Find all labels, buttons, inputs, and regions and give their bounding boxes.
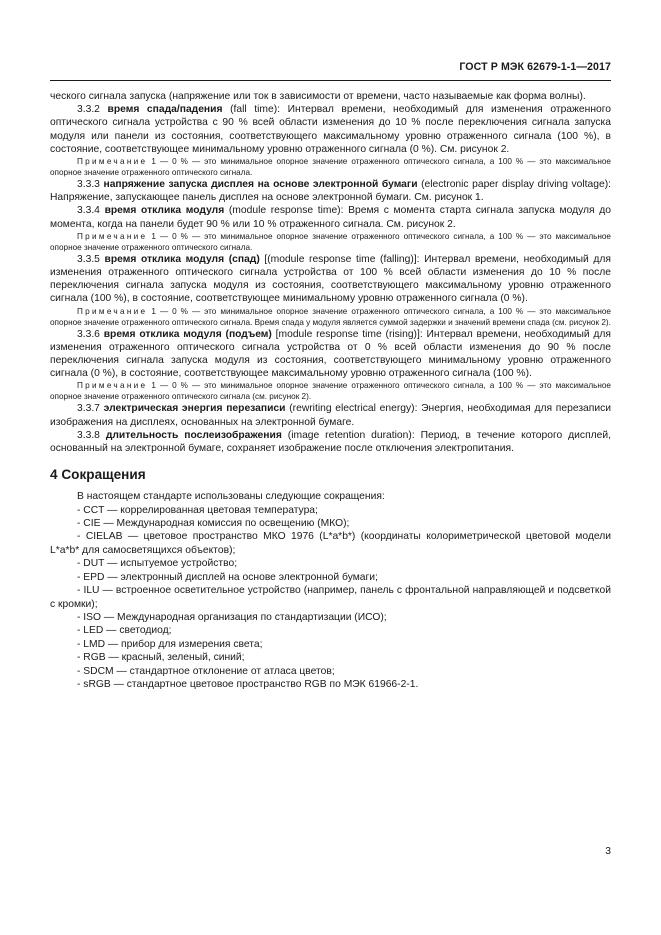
abbreviations-intro: В настоящем стандарте использованы следующие сокращения: bbox=[77, 491, 385, 503]
note-label: Примечание bbox=[77, 231, 148, 241]
note-label: Примечание bbox=[77, 381, 148, 391]
clause-number: 3.3.2 bbox=[77, 104, 100, 116]
abbreviation-item: - RGB — красный, зеленый, синий; bbox=[77, 652, 245, 664]
note-text: 1 — 0 % — это минимальное опорное значение отраженного оптического сигнала, а 100 % — это максимальное опорное значение отраженного оптического сигнала. bbox=[50, 157, 611, 178]
note-text: 1 — 0 % — это минимальное опорное значение отраженного оптического сигнала, а 100 % — это максимальное опорное значение отраженного оптического сигнала. Время спада у модуля является суммой задержки и значений времени спада (см. рисунок 2). bbox=[50, 306, 611, 327]
term: время спада/падения bbox=[107, 104, 223, 116]
note-label: Примечание bbox=[77, 306, 148, 316]
term: напряжение запуска дисплея на основе электронной бумаги bbox=[103, 179, 418, 191]
page-number: 3 bbox=[605, 846, 611, 857]
note-label: Примечание bbox=[77, 157, 148, 167]
clause-number: 3.3.4 bbox=[77, 205, 100, 217]
clause-number: 3.3.7 bbox=[77, 403, 100, 415]
definition-3-3-5 bbox=[50, 253, 611, 306]
abbreviation-item: - EPD — электронный дисплей на основе электронной бумаги; bbox=[77, 571, 378, 583]
page-content bbox=[50, 90, 611, 691]
paragraph-continuation: ческого сигнала запуска (напряжение или ток в зависимости от времени, часто называемые как форма волны). bbox=[50, 91, 586, 102]
definition-text: (image retention duration): Период, в течение которого дисплей, основанный на электронной бумаге, сохраняет изображение после отключения электропитания. bbox=[50, 429, 612, 455]
abbreviation-item: - CCT — коррелированная цветовая температура; bbox=[77, 504, 318, 516]
clause-number: 3.3.8 bbox=[77, 429, 100, 441]
definition-text: [(module response time (falling)]: Интервал времени, необходимый для изменения отраженного оптического сигнала устройства от 100 % всей области изменения до 10 % после переключения сигнала запуска модуля из состояния, соответствующего максимальному уровню отраженного сигнала (100 %), в состояние, соответствующее минимальному уровню отраженного сигнала (0 %). bbox=[50, 253, 611, 305]
note-text: 1 — 0 % — это минимальное опорное значение отраженного оптического сигнала, а 100 % — это максимальное опорное значение отраженного оптического сигнала. bbox=[50, 231, 611, 252]
note-3 bbox=[50, 306, 611, 328]
definition-text: (electronic paper display driving voltage): Напряжение, запускающее панель дисплея на основе электронной бумаги. См. рисунок 1. bbox=[50, 179, 611, 204]
note-4 bbox=[50, 380, 611, 402]
definition-3-3-6 bbox=[50, 328, 611, 381]
term: длительность послеизображения bbox=[105, 429, 282, 441]
section-heading-abbreviations: 4 Сокращения bbox=[50, 467, 146, 483]
abbreviation-item: - SDCM — стандартное отклонение от атласа цветов; bbox=[77, 665, 335, 677]
abbreviation-item: - ILU — встроенное осветительное устройство (например, панель с фронтальной направляющей и подсветкой с кромки); bbox=[50, 585, 611, 610]
standard-header: ГОСТ Р МЭК 62679-1-1—2017 bbox=[459, 61, 611, 73]
term: время отклика модуля (спад) bbox=[104, 253, 260, 265]
definition-3-3-2 bbox=[50, 103, 611, 156]
definition-3-3-4 bbox=[50, 204, 611, 230]
definition-text: [module response time (rising)]: Интервал времени, необходимый для изменения отраженного оптического сигнала устройства от 0 % всей области изменения до 90 % после переключения сигнала запуска модуля из состояния, соответствующего минимальному уровню отраженного сигнала (0 %), в состояние, соответствующее максимальному уровню отраженного сигнала (100 %). bbox=[50, 328, 611, 380]
abbreviation-item: - LED — светодиод; bbox=[77, 625, 172, 637]
abbreviation-item: - ISO — Международная организация по стандартизации (ИСО); bbox=[77, 611, 387, 623]
clause-number: 3.3.3 bbox=[77, 179, 100, 191]
abbreviation-item: - CIELAB — цветовое пространство МКО 1976 (L*a*b*) (координаты колориметрической цветовой модели L*a*b* для самосветящихся объектов); bbox=[50, 531, 611, 556]
term: время отклика модуля (подъем) bbox=[103, 328, 272, 340]
clause-number: 3.3.6 bbox=[77, 328, 100, 340]
definition-text: (rewriting electrical energy): Энергия, необходимая для перезаписи изображения на дисплеях, основанных на электронной бумаге. bbox=[50, 403, 611, 428]
definition-3-3-8 bbox=[50, 429, 611, 455]
abbreviation-item: - CIE — Международная комиссия по освещению (МКО); bbox=[77, 518, 350, 530]
abbreviation-item: - DUT — испытуемое устройство; bbox=[77, 558, 238, 570]
note-1 bbox=[50, 156, 611, 178]
abbreviation-item: - LMD — прибор для измерения света; bbox=[77, 638, 263, 650]
term: время отклика модуля bbox=[104, 205, 225, 217]
note-text: 1 — 0 % — это минимальное опорное значение отраженного оптического сигнала, а 100 % — это максимальное опорное значение отраженного оптического сигнала (см. рисунок 2). bbox=[50, 381, 611, 402]
term: электрическая энергия перезаписи bbox=[103, 403, 286, 415]
header-rule bbox=[50, 80, 611, 81]
definition-3-3-3 bbox=[50, 178, 611, 204]
note-2 bbox=[50, 231, 611, 253]
abbreviation-item: - sRGB — стандартное цветовое пространство RGB по МЭК 61966-2-1. bbox=[77, 678, 419, 690]
clause-number: 3.3.5 bbox=[77, 253, 100, 265]
definition-3-3-7 bbox=[50, 402, 611, 428]
definition-text: (fall time): Интервал времени, необходимый для изменения отраженного оптического сигнала устройства с 90 % всей области изменения до 10 % после переключения сигнала запуска модуля или панели из состояния, соответствующего максимальному уровню отраженного сигнала (100 %), в состояние, соответствующее минимальному уровню отраженного сигнала (0 %). См. рисунок 2. bbox=[50, 104, 611, 155]
definition-text: (module response time): Время с момента старта сигнала запуска модуля до момента, когда на панели будет 90 % или 10 % отраженного сигнала. См. рисунок 2. bbox=[50, 205, 611, 230]
